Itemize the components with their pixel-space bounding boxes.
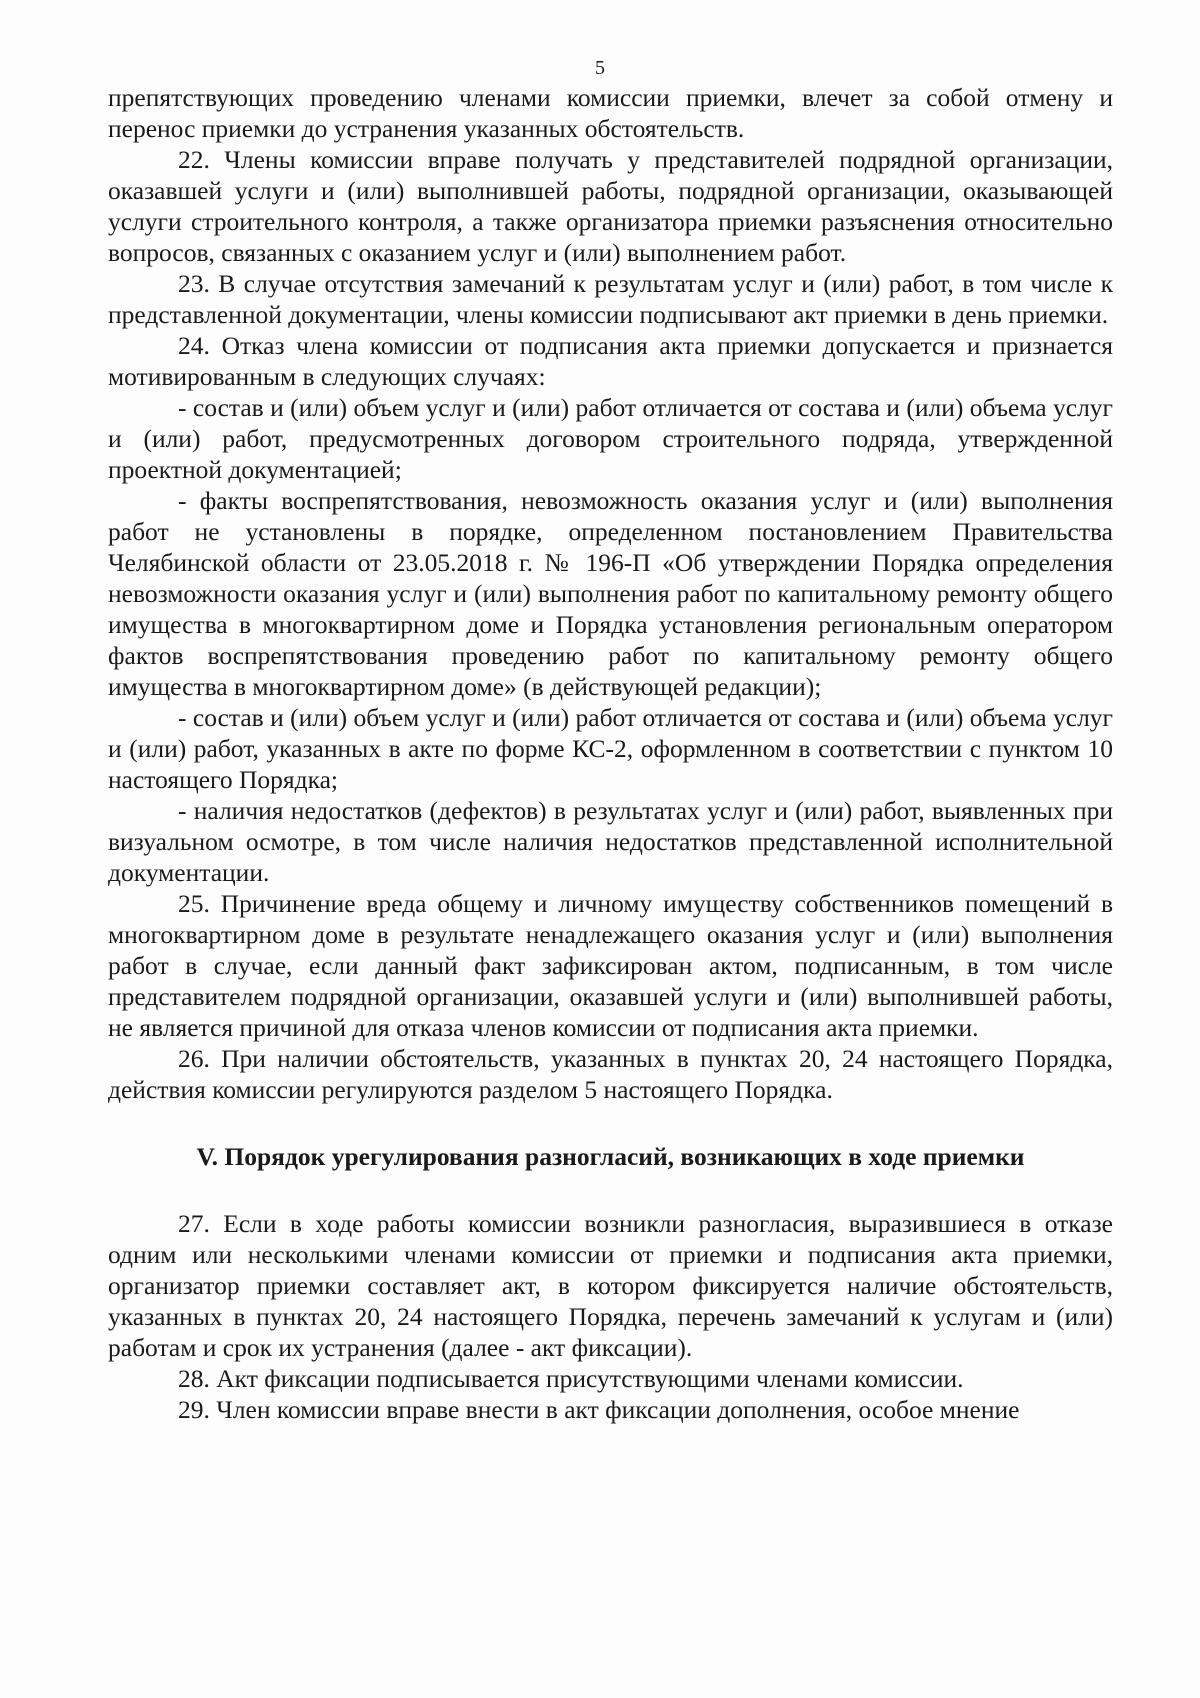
list-item-scope-mismatch: - состав и (или) объем услуг и (или) работ отличается от состава и (или) объема услуг и (или) работ, предусмотренных договором строительного подряда, утвержденной проектной документацией; — [108, 393, 1113, 484]
paragraph-item-28: 28. Акт фиксации подписывается присутствующими членами комиссии. — [178, 1364, 964, 1393]
paragraph-item-26: 26. При наличии обстоятельств, указанных в пунктах 20, 24 настоящего Порядка, действия комиссии регулируются разделом 5 настоящего Порядка. — [108, 1044, 1113, 1104]
list-item-obstruction-facts: - факты воспрепятствования, невозможность оказания услуг и (или) выполнения работ не установлены в порядке, определенном постановлением Правительства Челябинской области от 23.05.2018 г. № 196-П «Об утверждении Порядка определения невозможности оказания услуг и (или) выполнения работ по капитальному ремонту общего имущества в многоквартирном доме и Порядка установления региональным оператором фактов воспрепятствования проведению работ по капитальному ремонту общего имущества в многоквартирном доме» (в действующей редакции); — [108, 486, 1113, 701]
paragraph-item-22: 22. Члены комиссии вправе получать у представителей подрядной организации, оказавшей услуги и (или) выполнившей работы, подрядной организации, оказывающей услуги строительного контроля, а также организатора приемки разъяснения относительно вопросов, связанных с оказанием услуг и (или) выполнением работ. — [108, 145, 1113, 267]
paragraph-item-23: 23. В случае отсутствия замечаний к результатам услуг и (или) работ, в том числе к представленной документации, члены комиссии подписывают акт приемки в день приемки. — [108, 269, 1113, 329]
document-body — [108, 82, 1113, 1425]
page-number: 5 — [595, 57, 605, 79]
paragraph-item-25: 25. Причинение вреда общему и личному имуществу собственников помещений в многоквартирном доме в результате ненадлежащего оказания услуг и (или) выполнения работ в случае, если данный факт зафиксирован актом, подписанным, в том числе представителем подрядной организации, оказавшей услуги и (или) выполнившей работы, не является причиной для отказа членов комиссии от подписания акта приемки. — [108, 889, 1113, 1042]
section-heading: V. Порядок урегулирования разногласий, возникающих в ходе приемки — [196, 1142, 1025, 1171]
paragraph-item-27: 27. Если в ходе работы комиссии возникли разногласия, выразившиеся в отказе одним или несколькими членами комиссии от приемки и подписания акта приемки, организатор приемки составляет акт, в котором фиксируется наличие обстоятельств, указанных в пунктах 20, 24 настоящего Порядка, перечень замечаний к услугам и (или) работам и срок их устранения (далее - акт фиксации). — [108, 1209, 1113, 1362]
list-item-defects: - наличия недостатков (дефектов) в результатах услуг и (или) работ, выявленных при визуальном осмотре, в том числе наличия недостатков представленной исполнительной документации. — [108, 796, 1113, 887]
paragraph-item-24: 24. Отказ члена комиссии от подписания акта приемки допускается и признается мотивированным в следующих случаях: — [108, 331, 1113, 391]
paragraph-item-29: 29. Член комиссии вправе внести в акт фиксации дополнения, особое мнение — [178, 1395, 1020, 1424]
list-item-ks2-mismatch: - состав и (или) объем услуг и (или) работ отличается от состава и (или) объема услуг и (или) работ, указанных в акте по форме КС-2, оформленном в соответствии с пунктом 10 настоящего Порядка; — [108, 703, 1113, 794]
paragraph-continuation: препятствующих проведению членами комиссии приемки, влечет за собой отмену и перенос приемки до устранения указанных обстоятельств. — [108, 83, 1113, 143]
